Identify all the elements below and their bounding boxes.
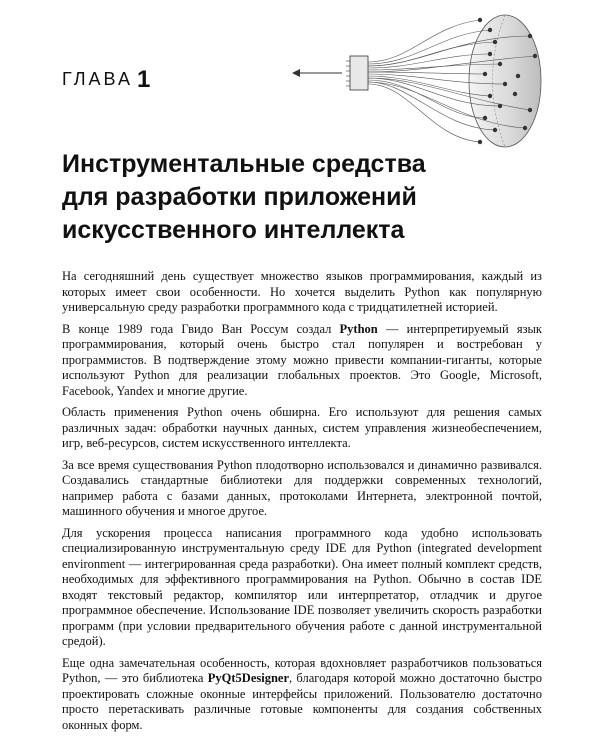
paragraph-3: Область применения Python очень обширна. Его используют для решения самых различных задач: обработки научных данных, систем управления жизнеобеспечением, игр, веб-ресурсов, систем искусственного интеллекта. bbox=[62, 405, 542, 450]
paragraph-4: За все время существования Python плодотворно использовался и динамично развивался. Создавались стандартные библиотеки для поддержки современных технологий, например работа с базами данных, протоколами Интернета, электронной почтой, машинного обучения и многое другое. bbox=[62, 457, 542, 518]
python-term: Python bbox=[339, 321, 378, 336]
paragraph-1: На сегодняшний день существует множество языков программирования, каждый из которых имеет свои особенности. Но хочется выделить Python как популярную универсальную среду разработки программного кода с тридцатилетней историей. bbox=[62, 269, 542, 314]
chapter-number: 1 bbox=[136, 66, 151, 93]
chapter-word: ГЛАВА bbox=[62, 69, 133, 89]
pyqt5designer-term: PyQt5Designer bbox=[207, 671, 289, 685]
chapter-title-line-1: Инструментальные средства bbox=[62, 150, 426, 178]
connector-box bbox=[350, 56, 368, 90]
connector-illustration bbox=[290, 6, 550, 156]
body-text bbox=[62, 269, 542, 739]
paragraph-5: Для ускорения процесса написания программного кода удобно использовать специализированную инструментальную среду IDE для Python (integrated development environment — интегрированная среда разработки). Она имеет полный комплект средств, необходимых для эффективного программирования на Python. Обычно в состав IDE входят текстовый редактор, компилятор или интерпретатор, отладчик и другое программное обеспечение. Использование IDE позволяет увеличить скорость разработки программ (при условии предварительного обучения работе с данной инструментальной средой). bbox=[62, 525, 542, 648]
paragraph-2: В конце 1989 года Гвидо Ван Россум создал Python — интерпретируемый язык программирования, который очень быстро стал популярен и востребован у программистов. В подтверждение этому можно привести компании-гиганты, которые используют Python для реализации глобальных проектов. Это Google, Microsoft, Facebook, Yandex и многие другие. bbox=[62, 321, 542, 398]
chapter-title-line-2: для разработки приложений bbox=[62, 183, 417, 211]
chapter-title bbox=[62, 148, 562, 247]
paragraph-6: Еще одна замечательная особенность, которая вдохновляет разработчиков пользоваться Python, — это библиотека PyQt5Designer, благодаря которой можно достаточно быстро проектировать сложные оконные интерфейсы приложений. Пользователю достаточно просто перетаскивать различные готовые компоненты для создания собственных оконных форм. bbox=[62, 655, 542, 732]
chapter-title-line-3: искусственного интеллекта bbox=[62, 216, 405, 244]
chapter-label bbox=[62, 66, 150, 94]
